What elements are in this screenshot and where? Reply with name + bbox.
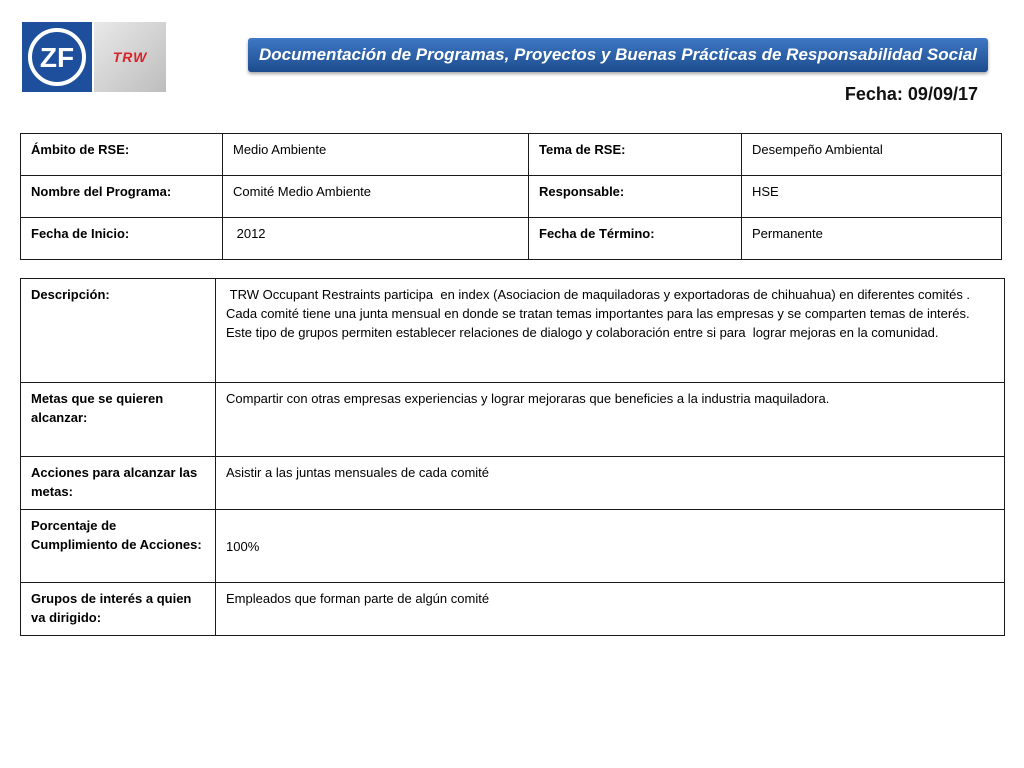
descripcion-label: Descripción: — [21, 279, 216, 383]
inicio-value: 2012 — [223, 218, 529, 260]
grupos-label: Grupos de interés a quien va dirigido: — [21, 583, 216, 636]
trw-logo-text: TRW — [112, 49, 148, 65]
grupos-value: Empleados que forman parte de algún comité — [216, 583, 1005, 636]
table-row — [21, 134, 1002, 176]
document-date: Fecha: 09/09/17 — [844, 84, 978, 104]
termino-label: Fecha de Término: — [529, 218, 742, 260]
acciones-value: Asistir a las juntas mensuales de cada comité — [216, 457, 1005, 510]
nombre-label: Nombre del Programa: — [21, 176, 223, 218]
porcentaje-label: Porcentaje de Cumplimiento de Acciones: — [21, 510, 216, 583]
metas-label: Metas que se quieren alcanzar: — [21, 383, 216, 457]
table-row — [21, 583, 1005, 636]
tema-label: Tema de RSE: — [529, 134, 742, 176]
tema-value: Desempeño Ambiental — [742, 134, 1002, 176]
page-title: Documentación de Programas, Proyectos y Buenas Prácticas de Responsabilidad Social — [258, 45, 978, 64]
nombre-value: Comité Medio Ambiente — [223, 176, 529, 218]
acciones-label: Acciones para alcanzar las metas: — [21, 457, 216, 510]
responsable-value: HSE — [742, 176, 1002, 218]
metas-value: Compartir con otras empresas experiencias y lograr mejoraras que beneficies a la industria maquiladora. — [216, 383, 1005, 457]
table-row — [21, 218, 1002, 260]
svg-text:ZF: ZF — [39, 42, 75, 73]
table-row — [21, 457, 1005, 510]
descripcion-value: TRW Occupant Restraints participa en index (Asociacion de maquiladoras y exportadoras de chihuahua) en diferentes comités . Cada comité tiene una junta mensual en donde se tratan temas importantes para las empresas y se comparten temas de interés. Este tipo de grupos permiten establecer relaciones de dialogo y colaboración entre si para lograr mejoras en la comunidad. — [216, 279, 1005, 383]
zf-logo — [22, 22, 92, 92]
table-row — [21, 383, 1005, 457]
table-row — [21, 176, 1002, 218]
program-detail-table — [20, 278, 1005, 636]
table-row — [21, 510, 1005, 583]
inicio-label: Fecha de Inicio: — [21, 218, 223, 260]
trw-logo — [94, 22, 166, 92]
zf-logo-icon — [26, 26, 88, 88]
logo-group — [22, 22, 166, 92]
program-info-table — [20, 133, 1002, 260]
table-row — [21, 279, 1005, 383]
title-banner — [248, 38, 988, 72]
ambito-label: Ámbito de RSE: — [21, 134, 223, 176]
responsable-label: Responsable: — [529, 176, 742, 218]
termino-value: Permanente — [742, 218, 1002, 260]
porcentaje-value: 100% — [216, 510, 1005, 583]
ambito-value: Medio Ambiente — [223, 134, 529, 176]
